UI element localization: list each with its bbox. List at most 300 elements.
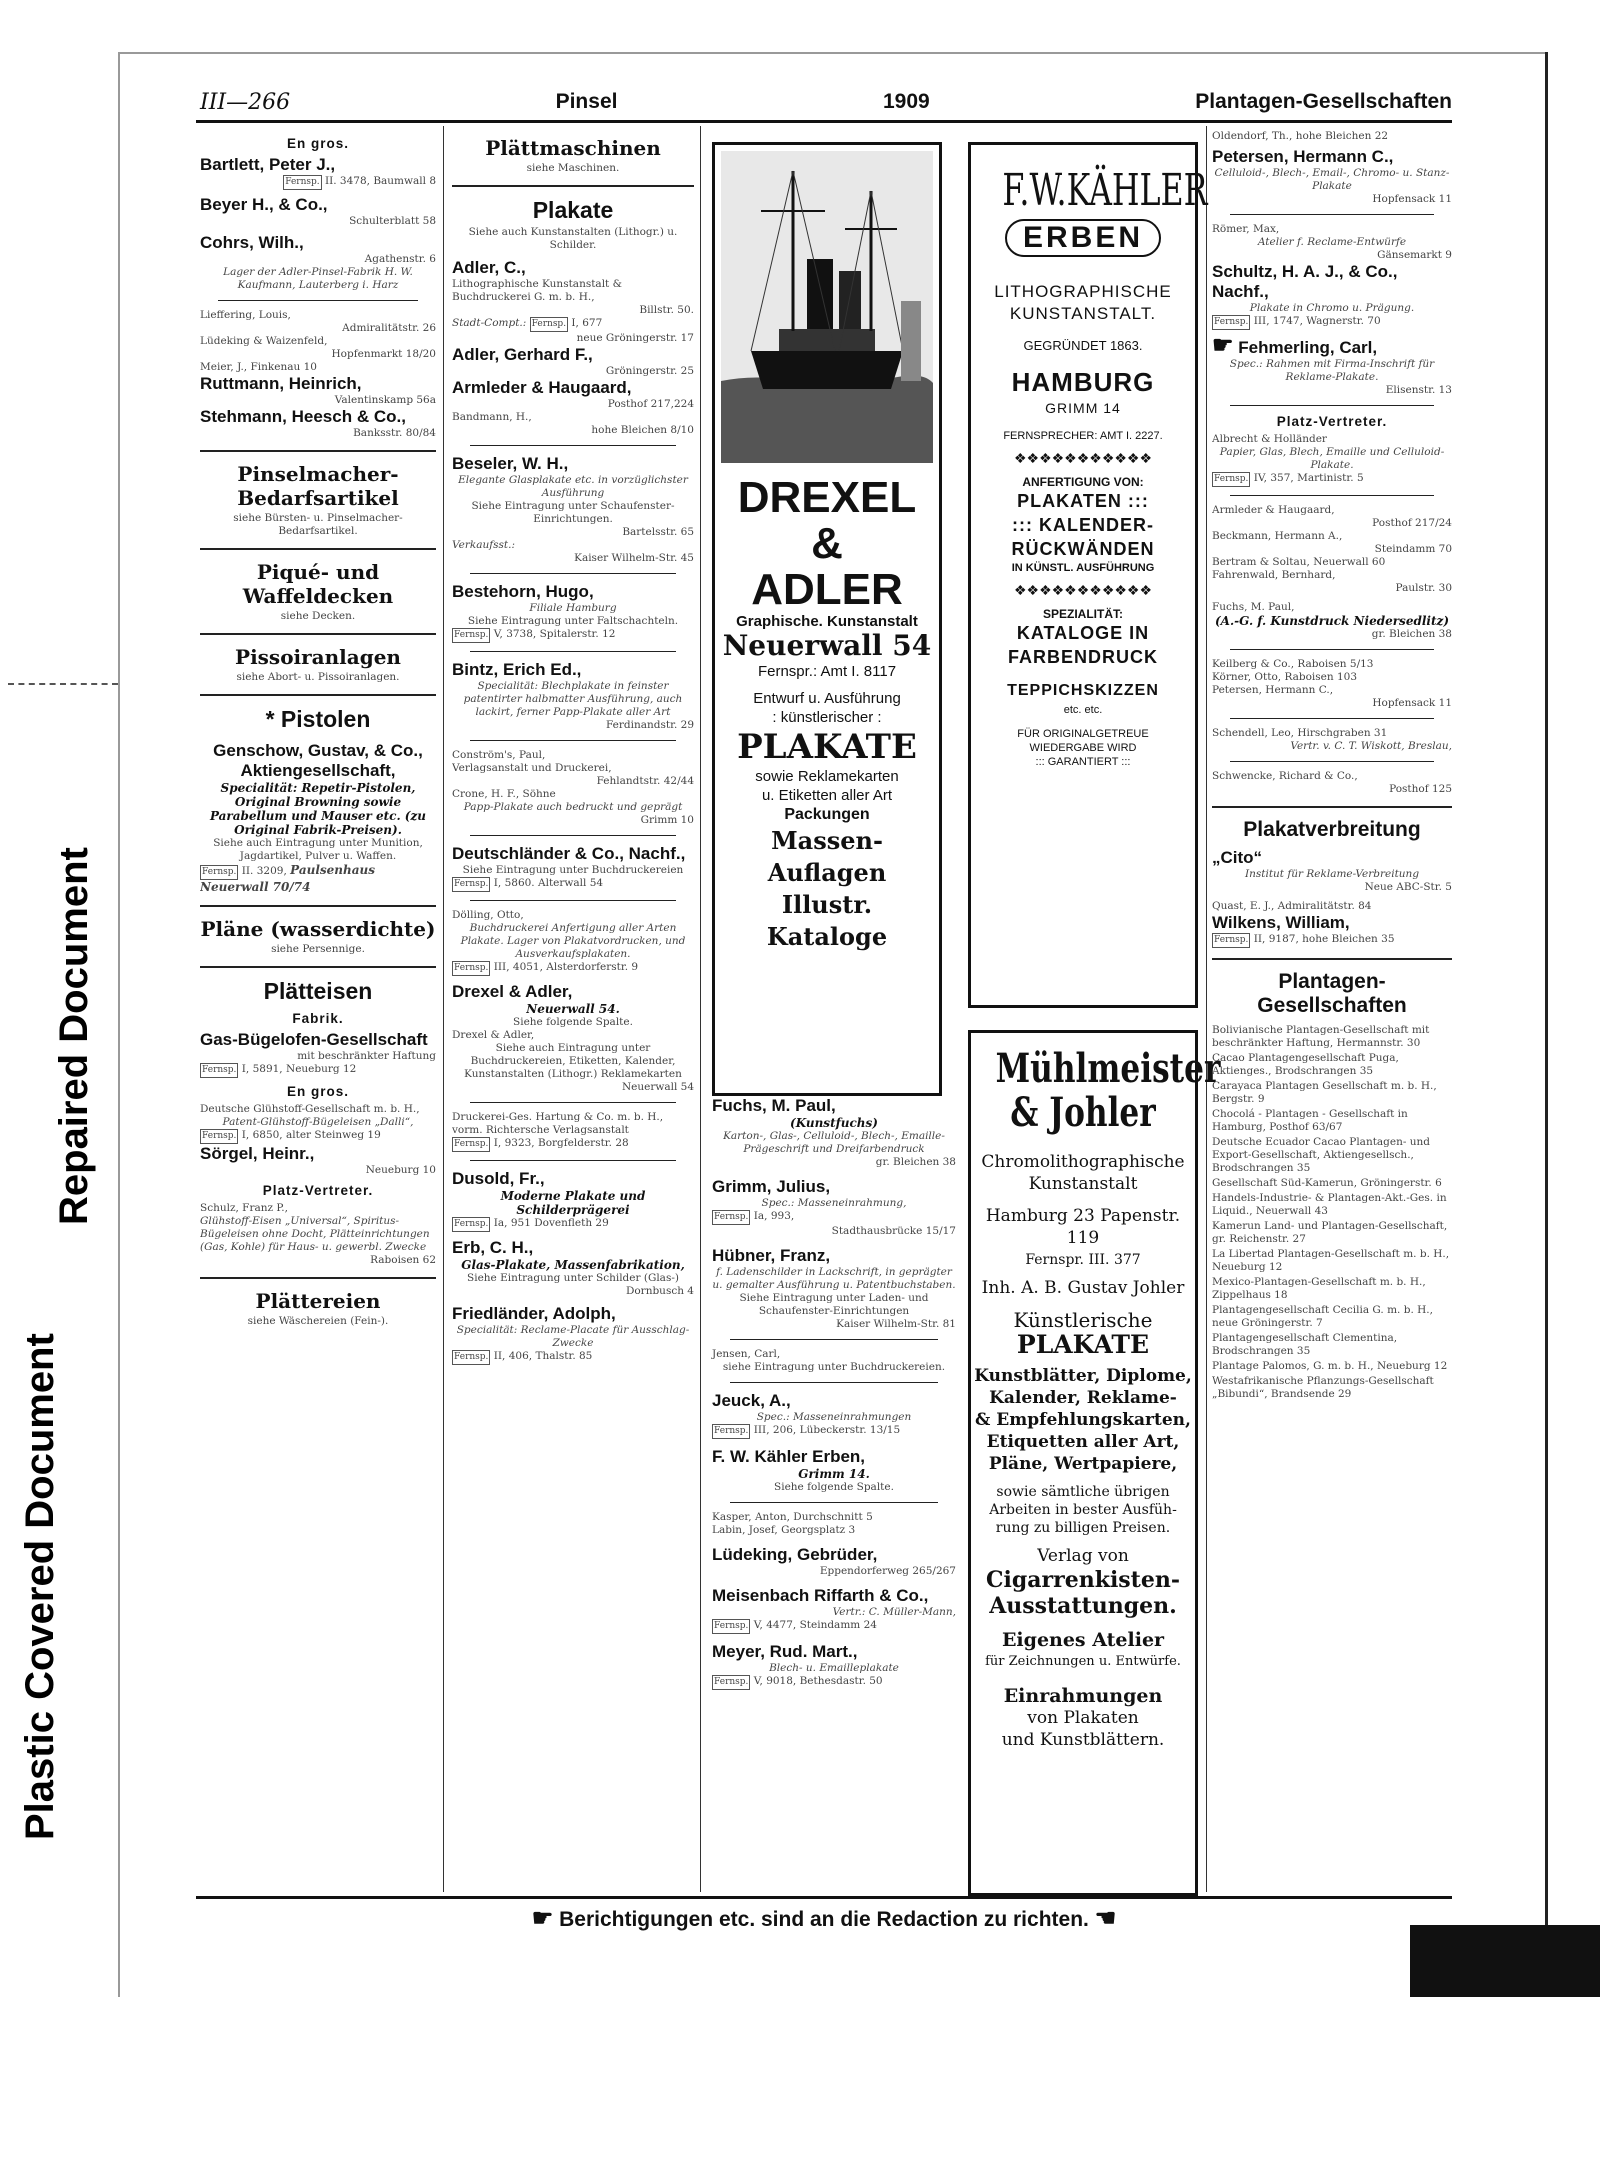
company-name: Schultz, H. A. J., & Co., Nachf., bbox=[1212, 262, 1398, 301]
section-rule bbox=[200, 1277, 436, 1279]
cross-reference: siehe Wäschereien (Fein-). bbox=[247, 1315, 389, 1327]
section-heading: Plättmaschinen bbox=[485, 136, 661, 160]
listing: Oldendorf, Th., hohe Bleichen 22 bbox=[1212, 130, 1389, 142]
listing: Deutsche Glühstoff-Gesellschaft m. b. H., bbox=[200, 1103, 420, 1115]
ad-line: & Empfehlungskarten, bbox=[975, 1410, 1191, 1430]
ad-line: Künstlerische bbox=[1013, 1308, 1153, 1332]
column-rule bbox=[700, 126, 701, 1892]
ad-title: F.W.KÄHLER bbox=[1002, 165, 1208, 216]
phone-number: I, 9323, bbox=[493, 1137, 535, 1149]
cross-reference: Siehe auch Eintragung unter Buchdruckereien, Etiketten, Kalender, Kunstanstalten (Lithogr.) Reklamekarten bbox=[464, 1042, 682, 1080]
ad-line: KUNSTANSTALT. bbox=[1009, 304, 1157, 323]
divider bbox=[470, 573, 676, 574]
ad-line: sowie Reklamekarten bbox=[755, 768, 899, 785]
ad-line: Chromolithographische bbox=[981, 1152, 1185, 1172]
drexel-adler-text bbox=[721, 475, 933, 953]
address: Grimm 14. bbox=[798, 1467, 870, 1481]
company-name: Armleder & Haugaard, bbox=[452, 378, 632, 397]
divider bbox=[470, 445, 676, 446]
company-name: Adler, Gerhard F., bbox=[452, 345, 593, 364]
ad-line: ANFERTIGUNG VON: bbox=[1022, 475, 1144, 489]
phone-badge: Fernsp. bbox=[712, 1675, 750, 1690]
address: Schulterblatt 58 bbox=[349, 215, 436, 227]
divider bbox=[730, 1382, 937, 1383]
ad-line: IN KÜNSTL. AUSFÜHRUNG bbox=[1011, 562, 1155, 574]
cross-reference: Siehe auch Kunstanstalten (Lithogr.) u. Schilder. bbox=[468, 226, 678, 251]
divider bbox=[470, 651, 676, 652]
phone-badge: Fernsp. bbox=[200, 865, 238, 880]
ad-line: SPEZIALITÄT: bbox=[1043, 607, 1123, 621]
phone-badge: Fernsp. bbox=[712, 1210, 750, 1225]
cross-reference: siehe Persennige. bbox=[271, 943, 365, 955]
phone-number: III, 206, bbox=[753, 1424, 797, 1436]
company-name: Erb, C. H., bbox=[452, 1238, 534, 1257]
ad-line: TEPPICHSKIZZEN bbox=[1007, 682, 1159, 699]
company-name: Lüdeking, Gebrüder, bbox=[712, 1545, 878, 1564]
plastic-covered-label: Plastic Covered Document bbox=[18, 1333, 62, 1840]
note: Stadt-Compt.: bbox=[452, 317, 527, 329]
section-heading: Plakate bbox=[532, 197, 614, 223]
company-name: Grimm, Julius, bbox=[712, 1177, 831, 1196]
note: Papp-Plakate auch bedruckt und geprägt bbox=[463, 801, 683, 813]
divider bbox=[730, 1502, 937, 1503]
ad-line: Arbeiten in bester Ausfüh- bbox=[989, 1502, 1177, 1518]
ad-line: GEGRÜNDET 1863. bbox=[1023, 338, 1143, 353]
list-item: Carayaca Plantagen Gesellschaft m. b. H., Bergstr. 9 bbox=[1212, 1080, 1437, 1105]
list-item: Plantage Palomos, G. m. b. H., Neueburg 12 bbox=[1212, 1360, 1448, 1372]
company-name: Hübner, Franz, bbox=[712, 1246, 831, 1265]
divider bbox=[470, 740, 676, 741]
address: Paulstr. 30 bbox=[1395, 582, 1452, 594]
ad-line: sowie sämtliche übrigen bbox=[996, 1484, 1170, 1500]
phone-number: I, 5891, bbox=[241, 1063, 283, 1075]
address: Dornbusch 4 bbox=[625, 1285, 694, 1297]
section-rule bbox=[200, 905, 436, 907]
subheading: Fabrik. bbox=[292, 1011, 344, 1026]
header-left-keyword: Pinsel bbox=[555, 90, 618, 113]
address: Banksstr. 80/84 bbox=[353, 427, 436, 439]
listing: Schulz, Franz P., bbox=[200, 1202, 288, 1214]
section-rule bbox=[452, 185, 694, 187]
ornament-divider: ❖❖❖❖❖❖❖❖❖❖❖ bbox=[1013, 583, 1153, 599]
cross-reference: siehe Decken. bbox=[280, 610, 356, 622]
section-heading: Pissoiranlagen bbox=[235, 645, 401, 669]
address: Fehlandtstr. 42/44 bbox=[596, 775, 694, 787]
address: Paulsenhaus Neuerwall 70/74 bbox=[200, 863, 375, 894]
company-name: Drexel & Adler, bbox=[452, 982, 573, 1001]
ad-line: KATALOGE IN bbox=[1016, 623, 1150, 643]
list-item: Plantagengesellschaft Cecilia G. m. b. H., neue Gröningerstr. 7 bbox=[1212, 1304, 1433, 1329]
ad-line: u. Etiketten aller Art bbox=[761, 787, 893, 804]
section-heading: Plantagen-Gesellschaften bbox=[1257, 970, 1407, 1017]
phone-badge: Fernsp. bbox=[452, 1137, 490, 1152]
ad-line: Pläne, Wertpapiere, bbox=[988, 1454, 1178, 1474]
company-name: Bintz, Erich Ed., bbox=[452, 660, 582, 679]
listing: Lieffering, Louis, bbox=[200, 309, 291, 321]
list-item: Kamerun Land- und Plantagen-Gesellschaft, gr. Reichenstr. 27 bbox=[1212, 1220, 1448, 1245]
page-header bbox=[200, 84, 1452, 120]
ad-line: FARBENDRUCK bbox=[1008, 647, 1158, 667]
ad-line: PLAKATE bbox=[737, 727, 917, 767]
list-item: Bolivianische Plantagen-Gesellschaft mit beschränkter Haftung, Hermannstr. 30 bbox=[1212, 1024, 1430, 1049]
ad-title: & Johler bbox=[1010, 1089, 1156, 1136]
company-name: Adler, C., bbox=[452, 258, 526, 277]
address: Hopfensack 11 bbox=[1372, 697, 1452, 709]
address: alter Steinweg 19 bbox=[286, 1129, 381, 1141]
company-name: Meyer, Rud. Mart., bbox=[712, 1642, 858, 1661]
address: Alsterdorferstr. 9 bbox=[546, 961, 639, 973]
scan-edge bbox=[118, 52, 120, 1997]
column-1 bbox=[200, 130, 436, 1890]
listing: Drexel & Adler, bbox=[452, 1029, 535, 1041]
column-rule bbox=[443, 126, 444, 1892]
phone-number: II. 3209, bbox=[241, 865, 287, 877]
phone-number: II, 406, bbox=[493, 1350, 533, 1362]
cross-reference: siehe Bürsten- u. Pinselmacher-Bedarfsartikel. bbox=[233, 512, 403, 537]
ad-title: Mühlmeister bbox=[995, 1045, 1221, 1092]
ad-line: RÜCKWÄNDEN bbox=[1011, 539, 1155, 559]
note: Elegante Glasplakate etc. in vorzüglichster Ausführung bbox=[458, 474, 688, 499]
ad-line: FÜR ORIGINALGETREUE bbox=[1017, 728, 1149, 740]
list-item: Gesellschaft Süd-Kamerun, Gröningerstr. 6 bbox=[1212, 1177, 1442, 1189]
note: Filiale Hamburg bbox=[529, 602, 617, 614]
note: Papier, Glas, Blech, Emaille und Celluloid-Plakate. bbox=[1219, 446, 1445, 471]
company-name: Fehmerling, Carl, bbox=[1238, 338, 1378, 357]
phone-badge: Fernsp. bbox=[530, 317, 568, 332]
address: Steindamm 70 bbox=[1374, 543, 1452, 555]
kahler-advertisement bbox=[968, 142, 1208, 1008]
phone-number: Ia, 993, bbox=[753, 1210, 795, 1222]
ad-line: Cigarrenkisten- bbox=[986, 1567, 1180, 1593]
company-name: Wilkens, William, bbox=[1212, 913, 1350, 932]
footer-text: Berichtigungen etc. sind an die Redaction zu richten. bbox=[559, 1908, 1089, 1931]
listing: Beckmann, Hermann A., bbox=[1212, 530, 1343, 542]
ad-line: Eigenes Atelier bbox=[1001, 1629, 1165, 1651]
note: Atelier f. Reclame-Entwürfe bbox=[1257, 236, 1407, 248]
section-rule bbox=[200, 450, 436, 452]
phone-badge: Fernsp. bbox=[452, 877, 490, 892]
scan-edge bbox=[118, 52, 1548, 54]
header-year: 1909 bbox=[883, 90, 930, 113]
divider bbox=[470, 1160, 676, 1161]
specialty: (A.-G. f. Kunstdruck Niedersedlitz) bbox=[1214, 614, 1449, 628]
listing: Römer, Max, bbox=[1212, 223, 1280, 235]
ad-line: und Kunstblättern. bbox=[1001, 1730, 1165, 1750]
pointing-hand-icon: ☚ bbox=[1094, 1905, 1117, 1932]
plantation-company-list bbox=[1212, 1024, 1452, 1401]
ad-address: GRIMM 14 bbox=[1045, 400, 1121, 416]
note: Buchdruckerei Anfertigung aller Arten Plakate. Lager von Plakatvordrucken, und Ausverkaufsplakaten. bbox=[460, 922, 686, 960]
note: Vertr. v. C. T. Wiskott, Breslau, bbox=[1290, 740, 1452, 752]
phone-badge: Fernsp. bbox=[1212, 472, 1250, 487]
footer-note bbox=[196, 1904, 1452, 1933]
ornament-divider: ❖❖❖❖❖❖❖❖❖❖❖ bbox=[1013, 451, 1153, 467]
address: gr. Bleichen 38 bbox=[1371, 628, 1452, 640]
listing: Bandmann, H., bbox=[452, 411, 532, 423]
ad-line: Ausstattungen. bbox=[989, 1593, 1177, 1619]
address: Valentinskamp 56a bbox=[334, 394, 436, 406]
divider bbox=[1230, 718, 1434, 719]
ad-title: ERBEN bbox=[1005, 219, 1161, 257]
address: Neuerwall 54 bbox=[621, 1081, 694, 1093]
specialty: Glas-Plakate, Massenfabrikation, bbox=[461, 1258, 685, 1272]
cross-reference: Siehe Eintragung unter Faltschachteln. bbox=[467, 615, 679, 627]
company-name: Fuchs, M. Paul, bbox=[712, 1096, 836, 1115]
listing: Kasper, Anton, Durchschnitt 5 bbox=[712, 1511, 873, 1523]
pointing-hand-icon: ☛ bbox=[1212, 332, 1234, 359]
column-2 bbox=[452, 130, 694, 1890]
list-item: La Libertad Plantagen-Gesellschaft m. b. H., Neueburg 12 bbox=[1212, 1248, 1450, 1273]
company-name: Gas-Bügelofen-Gesellschaft bbox=[200, 1030, 428, 1049]
address: Hopfensack 11 bbox=[1372, 193, 1452, 205]
ad-line: Etiquetten aller Art, bbox=[986, 1432, 1180, 1452]
ad-line: : künstlerischer : bbox=[772, 709, 882, 726]
drexel-adler-advertisement bbox=[712, 142, 942, 1096]
ad-phone: Fernspr. III. 377 bbox=[1025, 1252, 1141, 1268]
address: Kaiser Wilhelm-Str. 45 bbox=[574, 552, 694, 564]
note: f. Ladenschilder in Lackschrift, in geprägter u. gemalter Ausführung u. Patentbuchstaben. bbox=[712, 1266, 956, 1291]
ad-line: ::: GARANTIERT ::: bbox=[1035, 756, 1131, 768]
phone-number: I, 5860. bbox=[493, 877, 535, 889]
ad-line: Inh. A. B. Gustav Johler bbox=[981, 1278, 1185, 1298]
phone-number: I, 6850, bbox=[241, 1129, 283, 1141]
company-name: Dusold, Fr., bbox=[452, 1169, 545, 1188]
address: Thalstr. 85 bbox=[535, 1350, 593, 1362]
listing bbox=[200, 155, 436, 190]
section-rule bbox=[1212, 958, 1452, 960]
note: Blech- u. Emailleplakate bbox=[769, 1662, 899, 1674]
header-rule bbox=[196, 120, 1452, 123]
phone-badge: Fernsp. bbox=[200, 1063, 238, 1078]
address: Admiralitätstr. 26 bbox=[342, 322, 436, 334]
address: Wagnerstr. 70 bbox=[1306, 315, 1381, 327]
listing: Schwencke, Richard & Co., bbox=[1212, 770, 1358, 782]
address: Alterwall 54 bbox=[538, 877, 604, 889]
address: Ferdinandstr. 29 bbox=[605, 719, 694, 731]
note: Lager der Adler-Pinsel-Fabrik H. W. Kaufmann, Lauterberg i. Harz bbox=[223, 266, 413, 291]
divider bbox=[730, 1339, 937, 1340]
list-item: Chocolá - Plantagen - Gesellschaft in Hamburg, Posthof 63/67 bbox=[1212, 1108, 1408, 1133]
phone-badge: Fernsp. bbox=[452, 1350, 490, 1365]
divider bbox=[470, 900, 676, 901]
section-heading: Pläne (wasserdichte) bbox=[200, 917, 436, 941]
note: Glühstoff-Eisen „Universal“, Spiritus-Bügeleisen ohne Docht, Plätteinrichtungen (Gas, Kohle) für Haus- u. gewerbl. Zwecke bbox=[200, 1215, 430, 1253]
list-item: Mexico-Plantagen-Gesellschaft m. b. H., Zippelhaus 18 bbox=[1212, 1276, 1426, 1301]
list-item: Deutsche Ecuador Cacao Plantagen- und Export-Gesellschaft, Aktiengesellsch., Brodschrangen 35 bbox=[1212, 1136, 1431, 1174]
company-name: Jeuck, A., bbox=[712, 1391, 791, 1410]
listing: Keilberg & Co., Raboisen 5/13 bbox=[1212, 658, 1374, 670]
address: Neuerwall 54. bbox=[526, 1002, 620, 1016]
listing: Schendell, Leo, Hirschgraben 31 bbox=[1212, 727, 1388, 739]
steamship-illustration bbox=[721, 151, 933, 463]
scan-shadow bbox=[1410, 1925, 1600, 1997]
listing: Dölling, Otto, bbox=[452, 909, 524, 921]
specialty: Moderne Plakate und Schilderprägerei bbox=[500, 1189, 646, 1217]
cross-reference: Siehe folgende Spalte. bbox=[513, 1016, 633, 1028]
company-name: Cohrs, Wilh., bbox=[200, 233, 304, 252]
note: Celluloid-, Blech-, Email-, Chromo- u. Stanz-Plakate bbox=[1214, 167, 1450, 192]
listing: Petersen, Hermann C., bbox=[1212, 684, 1334, 696]
address: Steindamm 24 bbox=[799, 1619, 877, 1631]
ad-line: WIEDERGABE WIRD bbox=[1029, 742, 1137, 754]
address: Stadthausbrücke 15/17 bbox=[831, 1225, 956, 1237]
ad-line: LITHOGRAPHISCHE bbox=[994, 282, 1172, 301]
specialty: Specialität: Repetir-Pistolen, Original Browning sowie Parabellum und Mauser etc. (zu Original Fabrik-Preisen). bbox=[209, 781, 427, 837]
phone-number: IV, 357, bbox=[1253, 472, 1294, 484]
ad-line: ::: KALENDER- bbox=[1012, 515, 1154, 535]
company-name: Genschow, Gustav, & Co., Aktiengesellschaft, bbox=[213, 741, 423, 780]
note: Specialität: Blechplakate in feinster patentirter halbmatter Ausführung, auch lackirt, ferner Papp-Plakate aller Art bbox=[463, 680, 683, 718]
specialty: (Kunstfuchs) bbox=[790, 1116, 878, 1130]
ad-city: HAMBURG bbox=[1011, 367, 1155, 397]
list-item: Cacao Plantagengesellschaft Puga, Aktienges., Brodschrangen 35 bbox=[1212, 1052, 1399, 1077]
pointing-hand-icon: ☛ bbox=[531, 1905, 554, 1932]
ad-line: PLAKATE bbox=[1016, 1330, 1150, 1359]
phone-badge: Fernsp. bbox=[712, 1424, 750, 1439]
ad-title: ADLER bbox=[751, 565, 903, 614]
listing: Jensen, Carl, bbox=[712, 1348, 781, 1360]
listing: Fuchs, M. Paul, bbox=[1212, 601, 1295, 613]
cross-reference: Siehe Eintragung unter Laden- und Schaufenster-Einrichtungen bbox=[739, 1292, 929, 1317]
phone-badge: Fernsp. bbox=[200, 1129, 238, 1144]
phone-number: III, 4051, bbox=[493, 961, 543, 973]
ad-line: Entwurf u. Ausführung bbox=[753, 690, 901, 707]
address: Elisenstr. 13 bbox=[1385, 384, 1452, 396]
address: II. 3478, Baumwall 8 bbox=[324, 175, 436, 187]
address: Gröningerstr. 25 bbox=[605, 365, 694, 377]
section-heading: Pinselmacher-Bedarfsartikel bbox=[237, 462, 399, 510]
address: Posthof 217,224 bbox=[607, 398, 694, 410]
ad-line: PLAKATEN ::: bbox=[1017, 491, 1149, 511]
phone-badge: Fernsp. bbox=[712, 1619, 750, 1634]
divider bbox=[470, 835, 676, 836]
company-name: „Cito“ bbox=[1212, 848, 1263, 867]
address: Billstr. 50. bbox=[639, 304, 694, 316]
ad-phone: Fernspr.: Amt I. 8117 bbox=[757, 663, 897, 680]
page-number: III—266 bbox=[200, 89, 291, 115]
note: Spec.: Masseneinrahmung, bbox=[761, 1197, 907, 1209]
address: Gänsemarkt 9 bbox=[1377, 249, 1452, 261]
note: Spec.: Masseneinrahmungen bbox=[756, 1411, 912, 1423]
ad-line: Verlag von bbox=[1037, 1546, 1129, 1566]
address: Bethesdastr. 50 bbox=[799, 1675, 883, 1687]
address: Eppendorferweg 265/267 bbox=[819, 1565, 956, 1577]
listing: Bertram & Soltau, Neuerwall 60 bbox=[1212, 556, 1386, 568]
column-3-listings bbox=[712, 1096, 956, 1690]
list-item: Plantagengesellschaft Clementina, Brodschrangen 35 bbox=[1212, 1332, 1398, 1357]
ad-line: rung zu billigen Preisen. bbox=[995, 1520, 1171, 1536]
list-item: Westafrikanische Pflanzungs-Gesellschaft „Bibundi“, Brandsende 29 bbox=[1212, 1375, 1434, 1400]
note: Specialität: Reclame-Placate für Ausschlag-Zwecke bbox=[456, 1324, 690, 1349]
divider bbox=[1230, 214, 1434, 215]
address: Spitalerstr. 12 bbox=[539, 628, 616, 640]
cross-reference: Siehe Eintragung unter Buchdruckereien bbox=[462, 864, 684, 876]
address: Posthof 217/24 bbox=[1372, 517, 1452, 529]
ad-address: Hamburg 23 Papenstr. 119 bbox=[985, 1206, 1181, 1248]
company-name: Stehmann, Heesch & Co., bbox=[200, 407, 406, 426]
company-name: Deutschländer & Co., Nachf., bbox=[452, 844, 686, 863]
section-heading: Plätteisen bbox=[263, 978, 373, 1004]
cross-reference: Siehe folgende Spalte. bbox=[774, 1481, 894, 1493]
scan-edge bbox=[1545, 52, 1548, 1997]
phone-badge: Fernsp. bbox=[1212, 933, 1250, 948]
listing: Labin, Josef, Georgsplatz 3 bbox=[712, 1524, 856, 1536]
listing: Crone, H. F., Söhne bbox=[452, 788, 556, 800]
address: Agathenstr. 6 bbox=[364, 253, 436, 265]
ad-line: von Plakaten bbox=[1027, 1708, 1139, 1728]
phone-badge: Fernsp. bbox=[452, 961, 490, 976]
note: Spec.: Rahmen mit Firma-Inschrift für Reklame-Plakate. bbox=[1229, 358, 1435, 383]
subheading: En gros. bbox=[286, 1084, 349, 1099]
ad-line: Packungen bbox=[784, 806, 870, 823]
ad-line: Kunstanstalt bbox=[1028, 1174, 1138, 1194]
divider bbox=[470, 1102, 676, 1103]
section-rule bbox=[200, 694, 436, 696]
company-name: Beyer H., & Co., bbox=[200, 195, 328, 214]
section-heading: Plättereien bbox=[255, 1289, 381, 1313]
company-name: Friedländer, Adolph, bbox=[452, 1304, 616, 1323]
phone-number: V, 4477, bbox=[753, 1619, 797, 1631]
listing: Druckerei-Ges. Hartung & Co. m. b. H., vorm. Richtersche Verlagsanstalt bbox=[452, 1111, 664, 1136]
ad-line: Einrahmungen bbox=[1003, 1685, 1163, 1707]
company-name: Bartlett, Peter J., bbox=[200, 155, 336, 174]
address: neue Gröningerstr. 17 bbox=[576, 332, 694, 344]
cross-reference: Siehe auch Eintragung unter Munition, Jagdartikel, Pulver u. Waffen. bbox=[213, 837, 423, 862]
description: Verlagsanstalt und Druckerei, bbox=[452, 762, 612, 774]
company-name: Ruttmann, Heinrich, bbox=[200, 374, 362, 393]
column-5 bbox=[1212, 130, 1452, 1890]
phone-badge: Fernsp. bbox=[452, 628, 490, 643]
divider bbox=[1230, 761, 1434, 762]
address: Bartelsstr. 65 bbox=[622, 526, 694, 538]
ad-line: Illustr. Kataloge bbox=[766, 890, 888, 951]
listing bbox=[200, 195, 436, 228]
phone-number: V, 3738, bbox=[493, 628, 537, 640]
address: Neueburg 10 bbox=[365, 1164, 436, 1176]
ad-title: DREXEL & bbox=[737, 473, 917, 568]
note: Patent-Glühstoff-Bügeleisen „Dalli“, bbox=[222, 1116, 414, 1128]
phone-number: III, 1747, bbox=[1253, 315, 1303, 327]
company-name: Sörgel, Heinr., bbox=[200, 1144, 315, 1163]
section-rule bbox=[200, 966, 436, 968]
address: Hopfenmarkt 18/20 bbox=[331, 348, 436, 360]
ad-line: Massen-Auflagen bbox=[767, 826, 887, 887]
address: hohe Bleichen 8/10 bbox=[591, 424, 694, 436]
listing: Quast, E. J., Admiralitätstr. 84 bbox=[1212, 900, 1372, 912]
listing: Albrecht & Holländer bbox=[1212, 433, 1327, 445]
address: Posthof 125 bbox=[1389, 783, 1452, 795]
ad-address: Neuerwall 54 bbox=[722, 629, 932, 662]
ad-phone: FERNSPRECHER: AMT I. 2227. bbox=[1003, 430, 1163, 442]
section-rule bbox=[1212, 806, 1452, 808]
phone-badge: Fernsp. bbox=[283, 175, 321, 190]
column-rule bbox=[1206, 126, 1207, 1892]
note: Vertr.: C. Müller-Mann, bbox=[832, 1606, 956, 1618]
phone-number: I, 677 bbox=[571, 317, 603, 329]
phone-number: V, 9018, bbox=[753, 1675, 797, 1687]
address: Raboisen 62 bbox=[370, 1254, 436, 1266]
address: Neueburg 12 bbox=[286, 1063, 357, 1075]
listing: Lüdeking & Waizenfeld, bbox=[200, 335, 328, 347]
cross-reference: siehe Maschinen. bbox=[526, 162, 620, 174]
cross-reference: siehe Abort- u. Pissoiranlagen. bbox=[236, 671, 400, 683]
address: Dovenfleth 29 bbox=[534, 1217, 609, 1229]
note: Plakate in Chromo u. Prägung. bbox=[1249, 302, 1415, 314]
listing: Conström's, Paul, bbox=[452, 749, 546, 761]
address: Kaiser Wilhelm-Str. 81 bbox=[836, 1318, 956, 1330]
phone-number: Ia, 951 bbox=[493, 1217, 531, 1229]
company-name: Bestehorn, Hugo, bbox=[452, 582, 594, 601]
